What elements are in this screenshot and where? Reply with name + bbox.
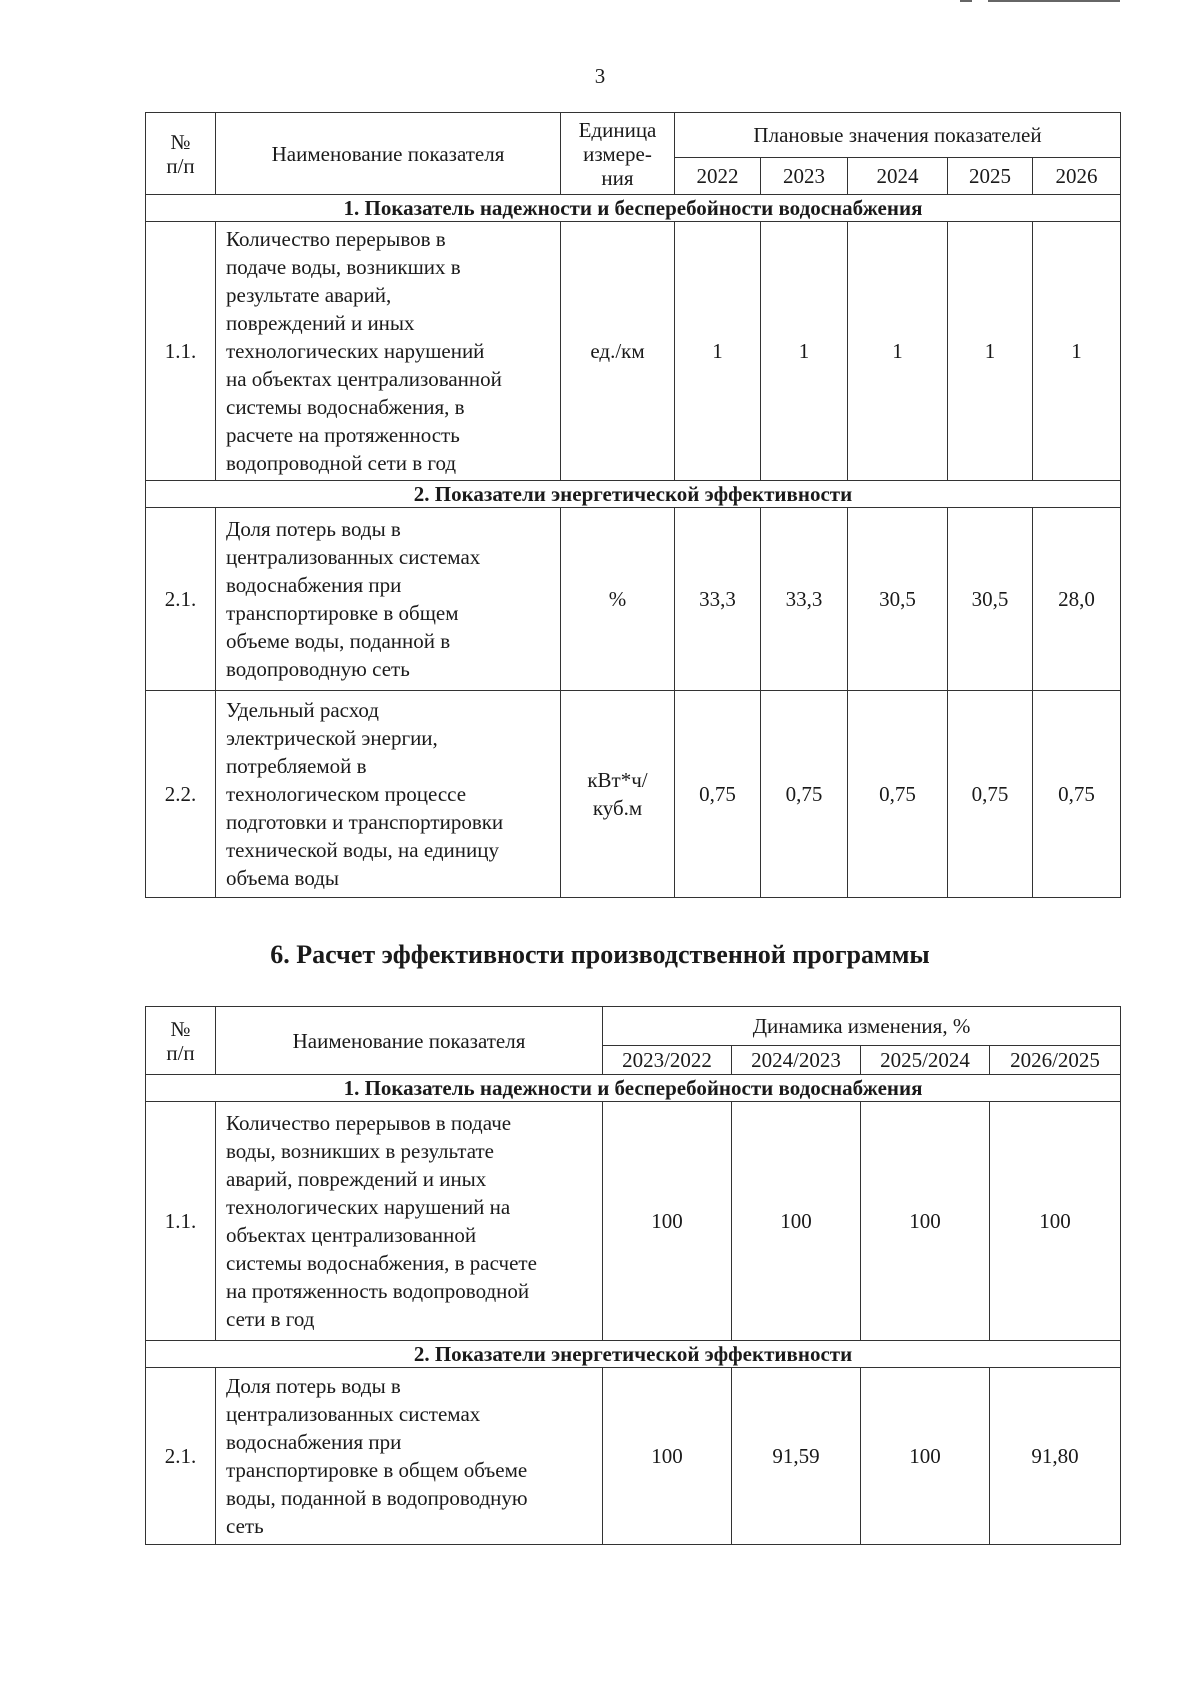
section-row	[146, 1341, 1121, 1368]
table-row	[146, 1102, 1121, 1341]
section-title: 1. Показатель надежности и бесперебойности водоснабжения	[146, 195, 1121, 222]
col-header-num: № п/п	[146, 113, 216, 195]
table-header-row	[146, 1007, 1121, 1046]
section-row	[146, 195, 1121, 222]
row-value: 1	[948, 222, 1033, 481]
row-value: 33,3	[761, 508, 848, 691]
row-value: 1	[848, 222, 948, 481]
row-num: 2.1.	[146, 508, 216, 691]
col-header-unit: Единица измере- ния	[561, 113, 675, 195]
col-header-period: 2025/2024	[861, 1046, 990, 1075]
col-header-planned: Плановые значения показателей	[675, 113, 1121, 158]
row-num: 1.1.	[146, 222, 216, 481]
row-name: Количество перерывов в подаче воды, возникших в результате аварий, повреждений и иных технологических нарушений на объектах централизованной системы водоснабжения, в расчете на протяженность водопроводной сети в год	[216, 222, 561, 481]
row-value: 100	[603, 1102, 732, 1341]
row-value: 0,75	[1033, 691, 1121, 898]
row-value: 100	[861, 1368, 990, 1545]
col-header-period: 2026/2025	[990, 1046, 1121, 1075]
row-num: 2.1.	[146, 1368, 216, 1545]
row-value: 1	[675, 222, 761, 481]
col-header-name: Наименование показателя	[216, 1007, 603, 1075]
col-header-year: 2022	[675, 158, 761, 195]
row-num: 2.2.	[146, 691, 216, 898]
scan-edge-marks	[960, 0, 1120, 2]
col-header-year: 2026	[1033, 158, 1121, 195]
planned-indicators-table	[145, 112, 1121, 898]
col-header-name: Наименование показателя	[216, 113, 561, 195]
row-value: 100	[861, 1102, 990, 1341]
col-header-period: 2023/2022	[603, 1046, 732, 1075]
row-name: Доля потерь воды в централизованных системах водоснабжения при транспортировке в общем объеме воды, поданной в водопроводную сеть	[216, 508, 561, 691]
section-title: 1. Показатель надежности и бесперебойности водоснабжения	[146, 1075, 1121, 1102]
row-value: 100	[603, 1368, 732, 1545]
table-row	[146, 691, 1121, 898]
table-row	[146, 1368, 1121, 1545]
row-value: 0,75	[848, 691, 948, 898]
section-heading: 6. Расчет эффективности производственной программы	[270, 940, 930, 969]
section-title: 2. Показатели энергетической эффективности	[146, 1341, 1121, 1368]
col-header-year: 2025	[948, 158, 1033, 195]
row-value: 91,80	[990, 1368, 1121, 1545]
col-header-num: № п/п	[146, 1007, 216, 1075]
row-value: 1	[1033, 222, 1121, 481]
row-value: 0,75	[761, 691, 848, 898]
row-value: 30,5	[948, 508, 1033, 691]
table-row	[146, 508, 1121, 691]
col-header-dynamics: Динамика изменения, %	[603, 1007, 1121, 1046]
row-name: Доля потерь воды в централизованных системах водоснабжения при транспортировке в общем объеме воды, поданной в водопроводную сеть	[216, 1368, 603, 1545]
col-header-year: 2023	[761, 158, 848, 195]
row-value: 100	[732, 1102, 861, 1341]
efficiency-calculation-table	[145, 1006, 1121, 1545]
row-unit: ед./км	[561, 222, 675, 481]
row-value: 100	[990, 1102, 1121, 1341]
table-row	[146, 222, 1121, 481]
row-name: Удельный расход электрической энергии, потребляемой в технологическом процессе подготовки и транспортировки технической воды, на единицу объема воды	[216, 691, 561, 898]
section-row	[146, 1075, 1121, 1102]
row-value: 0,75	[675, 691, 761, 898]
page-number: 3	[594, 64, 606, 88]
row-unit: кВт*ч/ куб.м	[561, 691, 675, 898]
section-row	[146, 481, 1121, 508]
col-header-year: 2024	[848, 158, 948, 195]
row-name: Количество перерывов в подаче воды, возникших в результате аварий, повреждений и иных технологических нарушений на объектах централизованной системы водоснабжения, в расчете на протяженность водопроводной сети в год	[216, 1102, 603, 1341]
row-value: 91,59	[732, 1368, 861, 1545]
row-value: 1	[761, 222, 848, 481]
row-num: 1.1.	[146, 1102, 216, 1341]
row-value: 0,75	[948, 691, 1033, 898]
row-unit: %	[561, 508, 675, 691]
row-value: 33,3	[675, 508, 761, 691]
row-value: 30,5	[848, 508, 948, 691]
row-value: 28,0	[1033, 508, 1121, 691]
col-header-period: 2024/2023	[732, 1046, 861, 1075]
table-header-row	[146, 113, 1121, 158]
section-title: 2. Показатели энергетической эффективности	[146, 481, 1121, 508]
